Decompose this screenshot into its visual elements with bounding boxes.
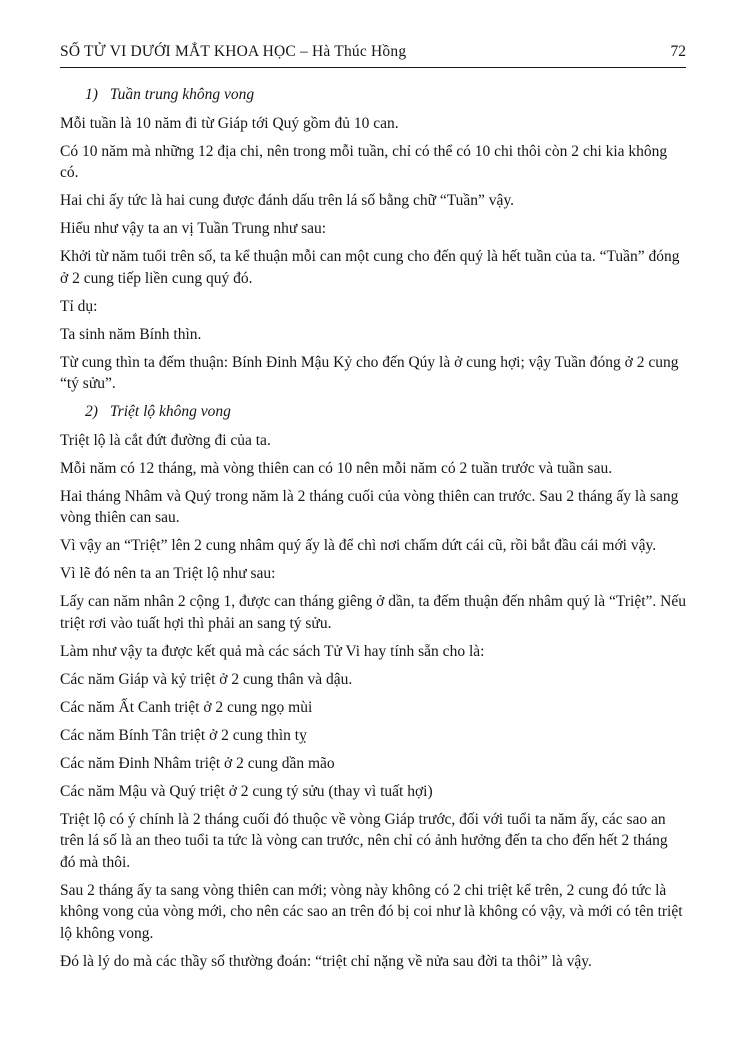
paragraph: Có 10 năm mà những 12 địa chi, nên trong mỗi tuần, chỉ có thể có 10 chi thôi còn 2 chi kia không có. (60, 142, 668, 181)
page-number: 72 (670, 43, 686, 60)
paragraph: Các năm Mậu và Quý triệt ở 2 cung tý sửu (thay vì tuất hợi) (60, 782, 433, 800)
paragraph: Các năm Bính Tân triệt ở 2 cung thìn tỵ (60, 726, 307, 744)
paragraph: Mỗi tuần là 10 năm đi từ Giáp tới Quý gồm đủ 10 can. (60, 114, 399, 132)
paragraph: Đó là lý do mà các thầy số thường đoán: “triệt chỉ nặng về nửa sau đời ta thôi” là vậy. (60, 952, 592, 970)
paragraph: Sau 2 tháng ấy ta sang vòng thiên can mới; vòng này không có 2 chi triệt kể trên, 2 cung đó tức là không vong của vòng mới, cho nên các sao an trên đó bị coi như là không có vậy, và mới có tên triệt lộ không vong. (60, 881, 683, 942)
running-title: SỐ TỬ VI DƯỚI MẮT KHOA HỌC – Hà Thúc Hồng (60, 43, 407, 60)
section-heading (60, 401, 686, 423)
paragraph: Các năm Ất Canh triệt ở 2 cung ngọ mùi (60, 698, 313, 716)
paragraph: Tỉ dụ: (60, 297, 98, 315)
paragraph: Hai tháng Nhâm và Quý trong năm là 2 tháng cuối của vòng thiên can trước. Sau 2 tháng ấy là sang vòng thiên can sau. (60, 487, 679, 526)
paragraph: Vì vậy an “Triệt” lên 2 cung nhâm quý ấy là để chì nơi chấm dứt cái cũ, rồi bắt đầu cái mới vậy. (60, 537, 657, 554)
paragraph: Hai chi ấy tức là hai cung được đánh dấu trên lá số bằng chữ “Tuần” vậy. (60, 192, 515, 209)
paragraph: Từ cung thìn ta đếm thuận: Bính Đinh Mậu Kỷ cho đến Qúy là ở cung hợi; vậy Tuần đóng ở 2 cung “tý sửu”. (60, 353, 679, 392)
paragraph: Các năm Giáp và kỷ triệt ở 2 cung thân và dậu. (60, 670, 353, 688)
paragraph: Khởi từ năm tuổi trên số, ta kể thuận mỗi can một cung cho đến quý là hết tuần của ta. “Tuần” đóng ở 2 cung tiếp liền cung quý đó. (60, 248, 680, 287)
paragraph: Làm như vậy ta được kết quả mà các sách Tử Vi hay tính sẵn cho là: (60, 642, 485, 660)
section-title: Triệt lộ không vong (109, 403, 231, 420)
paragraph: Mỗi năm có 12 tháng, mà vòng thiên can có 10 nên mỗi năm có 2 tuần trước và tuần sau. (60, 459, 613, 477)
paragraph: Triệt lộ có ý chính là 2 tháng cuối đó thuộc về vòng Giáp trước, đối với tuổi ta năm ấy, các sao an trên lá số là an theo tuổi ta tức là vòng can trước, nên chỉ có ảnh hưởng đến ta cho đến hết 2 tháng đó mà thôi. (60, 810, 668, 871)
section-title: Tuần trung không vong (109, 86, 255, 103)
paragraph: Hiểu như vậy ta an vị Tuần Trung như sau: (60, 220, 327, 237)
paragraph: Lấy can năm nhân 2 cộng 1, được can tháng giêng ở dần, ta đếm thuận đến nhâm quý là “Triệt”. Nếu triệt rơi vào tuất hợi thì phải an sang tý sửu. (60, 593, 686, 632)
section-number: 1) (85, 86, 98, 103)
paragraph: Ta sinh năm Bính thìn. (60, 325, 202, 343)
section-number: 2) (85, 403, 98, 420)
page-content (60, 84, 686, 972)
header-rule (60, 67, 686, 68)
paragraph: Triệt lộ là cắt đứt đường đi của ta. (60, 431, 271, 449)
section-heading (60, 84, 686, 106)
paragraph: Vì lẽ đó nên ta an Triệt lộ như sau: (60, 565, 276, 582)
page-header (60, 42, 686, 62)
paragraph: Các năm Đinh Nhâm triệt ở 2 cung dần mão (60, 754, 335, 772)
